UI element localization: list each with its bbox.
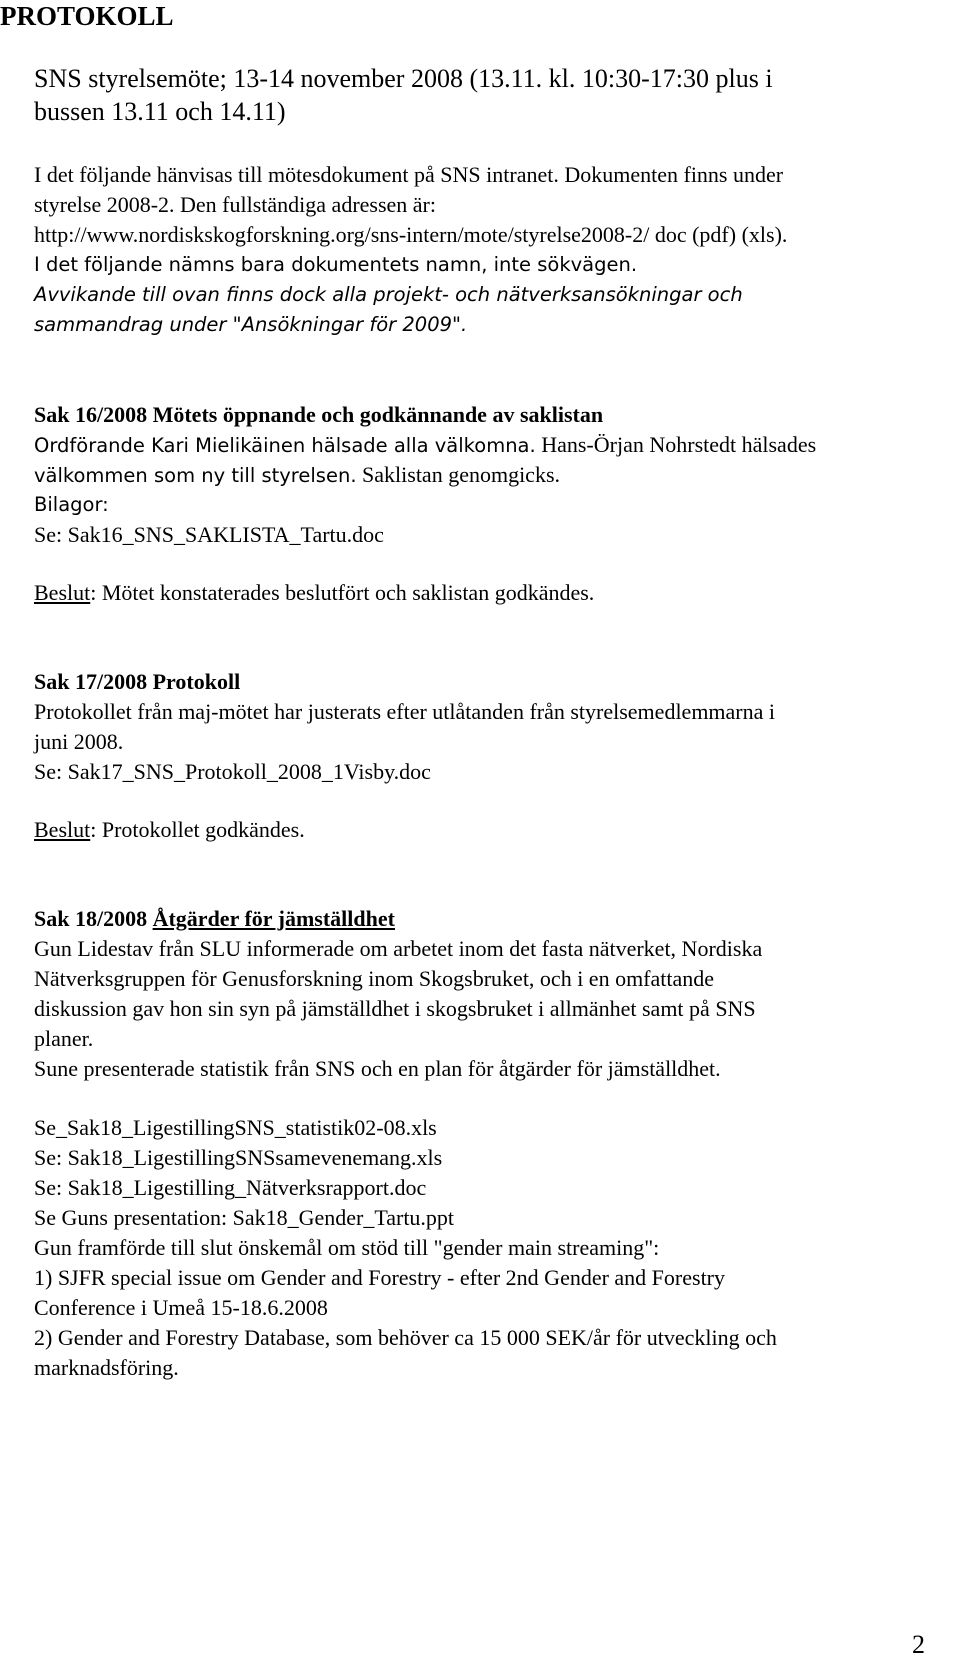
section-heading-sak16: Sak 16/2008 Mötets öppnande och godkännande av saklistan — [34, 402, 604, 427]
sak16-attachment: Se: Sak16_SNS_SAKLISTA_Tartu.doc — [34, 522, 384, 547]
sak16-body-serif: Saklistan genomgicks. — [356, 462, 561, 487]
sak16-body-sans: Ordförande Kari Mielikäinen hälsade alla välkomna. — [34, 434, 536, 457]
section-heading-sak17: Sak 17/2008 Protokoll — [34, 669, 241, 694]
sak18-reference: 1) SJFR special issue om Gender and Forestry - efter 2nd Gender and Forestry — [34, 1265, 726, 1290]
intro-italic-line: sammandrag under "Ansökningar för 2009". — [34, 313, 468, 336]
page-number: 2 — [912, 1630, 925, 1659]
sak18-reference: Se Guns presentation: Sak18_Gender_Tartu.ppt — [34, 1205, 455, 1230]
sak16-body-sans: välkommen som ny till styrelsen. — [34, 464, 357, 487]
sak17-attachment: Se: Sak17_SNS_Protokoll_2008_1Visby.doc — [34, 759, 431, 784]
sak18-body-line: planer. — [34, 1026, 94, 1051]
sak17-body-line: juni 2008. — [34, 729, 124, 754]
sak18-reference: Gun framförde till slut önskemål om stöd till "gender main streaming": — [34, 1235, 660, 1260]
intro-line: I det följande nämns bara dokumentets namn, inte sökvägen. — [34, 253, 638, 276]
meeting-line-1: SNS styrelsemöte; 13-14 november 2008 (13.11. kl. 10:30-17:30 plus i — [34, 64, 773, 93]
sak16-bilagor-label: Bilagor: — [34, 493, 109, 516]
intro-url-line: http://www.nordiskskogforskning.org/sns-intern/mote/styrelse2008-2/ doc (pdf) (xls). — [34, 222, 788, 247]
section-heading-sak18 — [34, 904, 395, 934]
sak18-heading-title: Åtgärder för jämställdhet — [152, 906, 395, 931]
sak18-reference: Se: Sak18_Ligestilling_Nätverksrapport.doc — [34, 1175, 427, 1200]
sak16-body-line — [34, 460, 560, 491]
sak18-body-line: Gun Lidestav från SLU informerade om arbetet inom det fasta nätverket, Nordiska — [34, 936, 763, 961]
beslut-label: Beslut — [34, 580, 91, 605]
sak16-beslut — [34, 578, 594, 608]
intro-line: I det följande hänvisas till mötesdokument på SNS intranet. Dokumenten finns under — [34, 162, 784, 187]
sak18-reference: 2) Gender and Forestry Database, som behöver ca 15 000 SEK/år för utveckling och — [34, 1325, 777, 1350]
page-title: PROTOKOLL — [0, 1, 174, 31]
beslut-text: : Protokollet godkändes. — [90, 817, 305, 842]
sak16-body-line — [34, 430, 816, 461]
sak18-reference: Se_Sak18_LigestillingSNS_statistik02-08.xls — [34, 1115, 437, 1140]
sak18-reference: marknadsföring. — [34, 1355, 179, 1380]
sak18-reference: Se: Sak18_LigestillingSNSsamevenemang.xls — [34, 1145, 443, 1170]
sak17-body-line: Protokollet från maj-mötet har justerats efter utlåtanden från styrelsemedlemmarna i — [34, 699, 776, 724]
sak18-reference: Conference i Umeå 15-18.6.2008 — [34, 1295, 328, 1320]
beslut-text: : Mötet konstaterades beslutfört och saklistan godkändes. — [90, 580, 595, 605]
sak18-heading-prefix: Sak 18/2008 — [34, 906, 153, 931]
sak18-body-line: diskussion gav hon sin syn på jämställdhet i skogsbruket i allmänhet samt på SNS — [34, 996, 756, 1021]
sak17-beslut — [34, 815, 305, 845]
intro-italic-line: Avvikande till ovan finns dock alla projekt- och nätverksansökningar och — [34, 283, 743, 306]
sak18-body-line: Sune presenterade statistik från SNS och en plan för åtgärder för jämställdhet. — [34, 1056, 721, 1081]
intro-line: styrelse 2008-2. Den fullständiga adressen är: — [34, 192, 436, 217]
beslut-label: Beslut — [34, 817, 91, 842]
sak18-body-line: Nätverksgruppen för Genusforskning inom Skogsbruket, och i en omfattande — [34, 966, 715, 991]
sak16-body-serif: Hans-Örjan Nohrstedt hälsades — [535, 432, 817, 457]
meeting-line-2: bussen 13.11 och 14.11) — [34, 97, 286, 126]
